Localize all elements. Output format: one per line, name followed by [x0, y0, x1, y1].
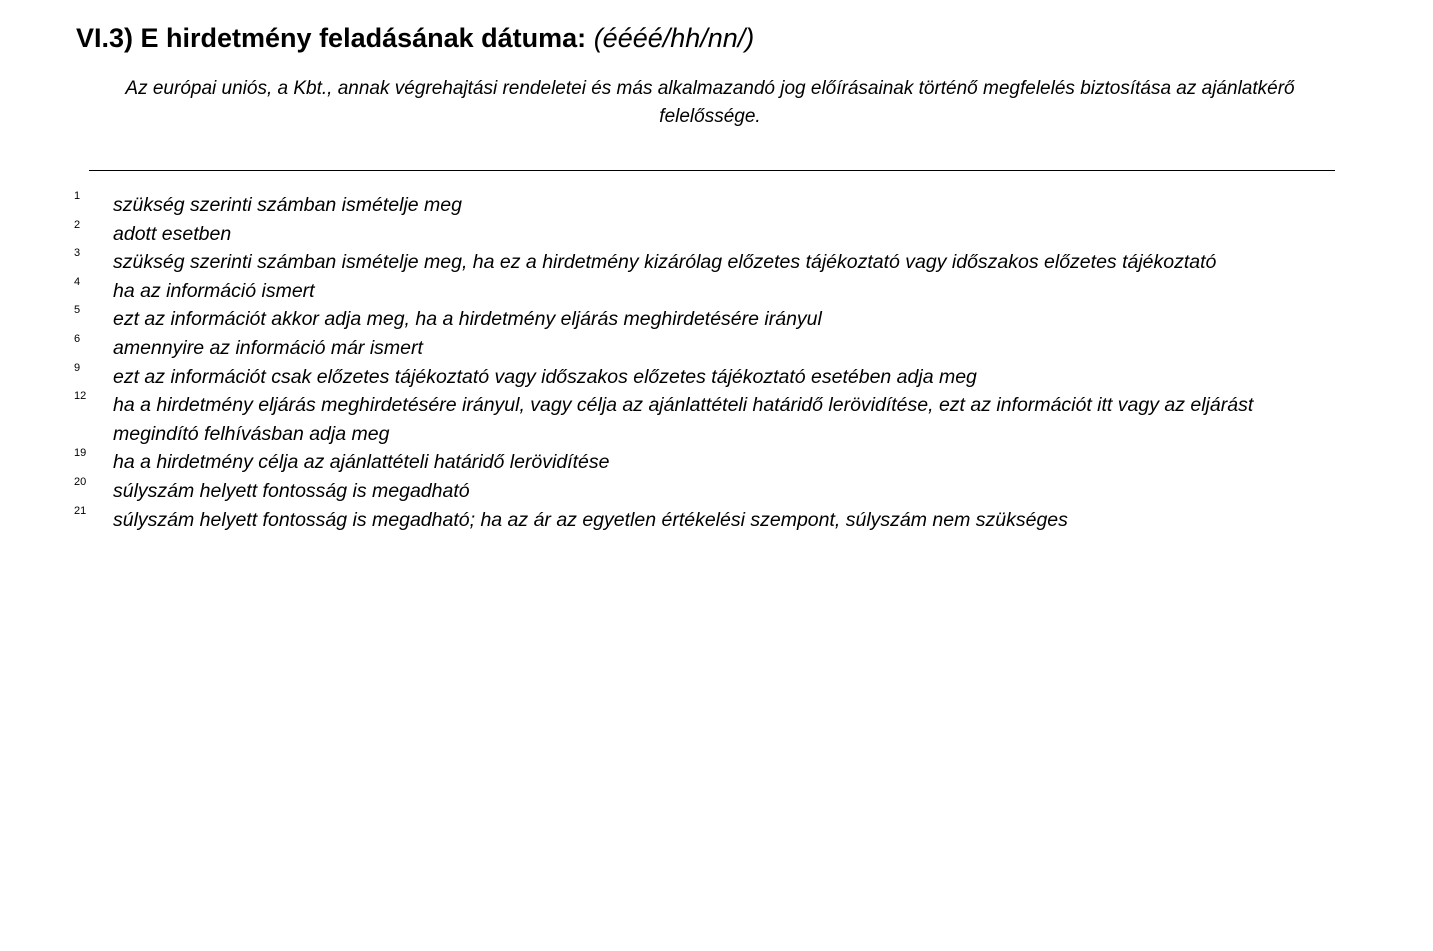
footnote-text: amennyire az információ már ismert [113, 336, 423, 359]
footnote-text: súlyszám helyett fontosság is megadható [113, 479, 470, 502]
footnote-number: 21 [74, 504, 87, 517]
footnote-number: 20 [74, 475, 87, 488]
footnote-text: súlyszám helyett fontosság is megadható; ha az ár az egyetlen értékelési szempont, súlyszám nem szükséges [113, 508, 1068, 531]
footnote-text: ezt az információt akkor adja meg, ha a hirdetmény eljárás meghirdetésére irányul [113, 308, 822, 331]
footnote-number: 3 [74, 247, 81, 260]
footnote-text: ha a hirdetmény célja az ajánlattételi határidő lerövidítése [113, 451, 610, 474]
footnote-item [74, 334, 1334, 363]
footnote-separator [89, 170, 1335, 171]
footnote-text: ha a hirdetmény eljárás meghirdetésére irányul, vagy célja az ajánlattételi határidő lerövidítése, ezt az információt itt vagy az eljárást megindító felhívásban adja meg [113, 394, 1254, 445]
footnote-text: ezt az információt csak előzetes tájékoztató vagy időszakos előzetes tájékoztató esetében adja meg [113, 365, 977, 388]
footnote-item [74, 277, 1334, 306]
date-format-hint: (éééé/hh/nn/) [593, 23, 755, 53]
footnote-number: 5 [74, 304, 81, 317]
footnote-number: 19 [74, 447, 87, 460]
footnote-item [74, 220, 1334, 249]
footnote-number: 9 [74, 361, 81, 374]
footnote-item [74, 448, 1334, 477]
footnote-item [74, 191, 1334, 220]
footnote-item [74, 477, 1334, 506]
footnote-item [74, 363, 1334, 392]
compliance-disclaimer: Az európai uniós, a Kbt., annak végrehajtási rendeletei és más alkalmazandó jog előírásainak történő megfelelés biztosítása az ajánlatkérő felelőssége. [125, 78, 1295, 127]
footnote-number: 12 [74, 390, 87, 403]
footnote-item [74, 506, 1334, 535]
footnote-number: 4 [74, 275, 81, 288]
footnote-text: adott esetben [113, 222, 232, 245]
footnote-item [74, 305, 1334, 334]
footnote-number: 1 [74, 190, 81, 202]
footnote-item [74, 391, 1334, 448]
footnote-number: 6 [74, 332, 81, 345]
section-heading [76, 18, 754, 58]
section-heading-title: VI.3) E hirdetmény feladásának dátuma: [76, 23, 587, 53]
footnote-text: szükség szerinti számban ismételje meg [113, 194, 462, 216]
footnote-text: ha az információ ismert [113, 279, 315, 302]
footnote-item [74, 248, 1334, 277]
footnote-text: szükség szerinti számban ismételje meg, ha ez a hirdetmény kizárólag előzetes tájékoztató vagy időszakos előzetes tájékoztató [113, 251, 1217, 274]
footnote-number: 2 [74, 218, 81, 231]
footnote-list [74, 191, 1334, 534]
